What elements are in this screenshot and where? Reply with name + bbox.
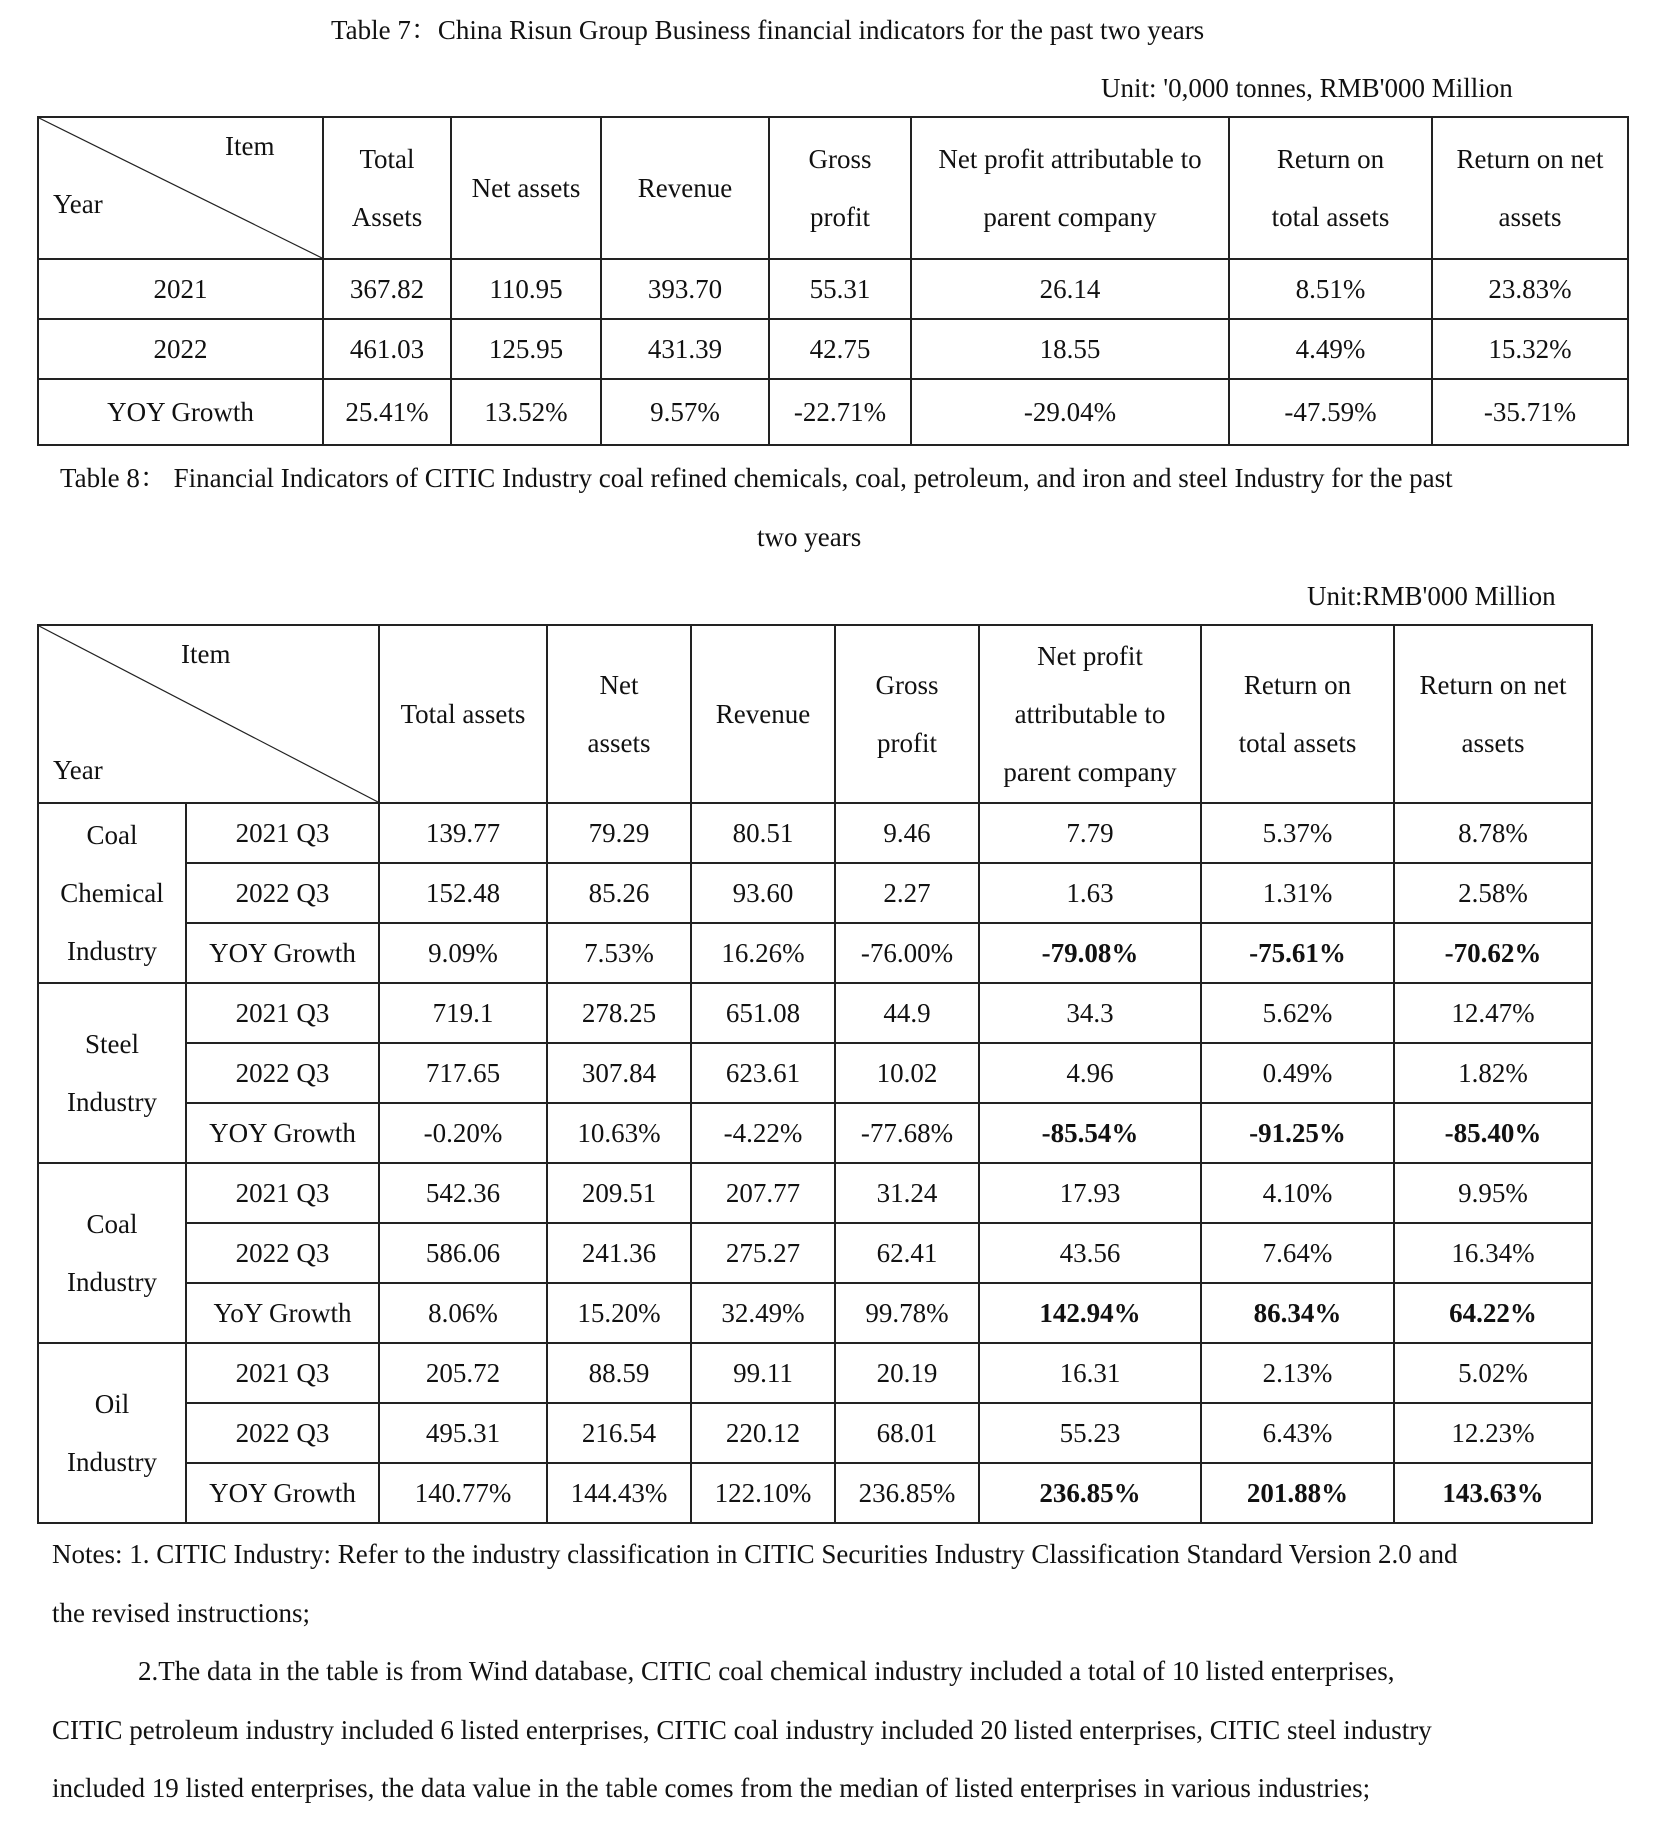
table-cell: 62.41 [835,1223,979,1283]
table-row [38,319,1628,379]
table-cell: 80.51 [691,803,835,863]
table-cell: 144.43% [547,1463,691,1523]
table-cell: 236.85% [835,1463,979,1523]
header-line: Industry [67,936,157,966]
header-line: Revenue [637,173,733,203]
table8-corner-cell [38,625,379,803]
corner-year-label: Year [53,755,103,785]
table8-caption-line2: two years [757,522,862,552]
table8-column-header [979,625,1201,803]
table-cell: -35.71% [1432,379,1628,445]
table-cell: 8.06% [379,1283,547,1343]
table-cell: 719.1 [379,983,547,1043]
table8-column-header [835,625,979,803]
table-cell: 12.23% [1394,1403,1592,1463]
table-cell: 5.37% [1201,803,1394,863]
period-label: YOY Growth [186,923,379,983]
table-cell: 8.78% [1394,803,1592,863]
table-cell: 9.09% [379,923,547,983]
table7-column-header [601,117,769,259]
note-line-4: CITIC petroleum industry included 6 listed enterprises, CITIC coal industry included 20 listed enterprises, CITIC steel industry [52,1715,1432,1745]
table-cell: -91.25% [1201,1103,1394,1163]
header-line: Net [599,670,639,700]
table-cell: 9.95% [1394,1163,1592,1223]
header-line: Gross [875,670,939,700]
table-cell: 9.46 [835,803,979,863]
note-line-1: Notes: 1. CITIC Industry: Refer to the industry classification in CITIC Securities Industry Classification Standard Version 2.0 and [52,1539,1458,1569]
period-label: 2022 Q3 [186,1403,379,1463]
period-label: 2021 Q3 [186,983,379,1043]
period-label: 2022 Q3 [186,863,379,923]
corner-year-label: Year [53,189,103,219]
header-line: assets [1461,728,1525,758]
header-line: Assets [351,202,423,232]
industry-group-label [38,1163,186,1343]
table-cell: -22.71% [769,379,911,445]
table-cell: 23.83% [1432,259,1628,319]
table-cell: 8.51% [1229,259,1432,319]
industry-group-label [38,983,186,1163]
header-line: Industry [67,1087,157,1117]
table-row [38,1103,1592,1163]
table-cell: 152.48 [379,863,547,923]
table-cell: 42.75 [769,319,911,379]
table7-row-label: 2022 [38,319,323,379]
table8 [37,624,1593,1524]
corner-item-label: Item [225,131,275,161]
header-line: Industry [67,1447,157,1477]
table-cell: 4.96 [979,1043,1201,1103]
table7-column-header [451,117,601,259]
header-line: assets [587,728,651,758]
header-line: Return on [1243,670,1352,700]
header-line: parent company [1003,757,1177,787]
table-cell: 367.82 [323,259,451,319]
table-cell: 2.27 [835,863,979,923]
period-label: YoY Growth [186,1283,379,1343]
table-cell: 44.9 [835,983,979,1043]
table7-row-label: 2021 [38,259,323,319]
table-cell: 586.06 [379,1223,547,1283]
header-line: assets [1498,202,1562,232]
header-line: total assets [1238,728,1357,758]
note-line-5: included 19 listed enterprises, the data value in the table comes from the median of listed enterprises in various industries; [52,1773,1371,1803]
table-cell: 15.20% [547,1283,691,1343]
table-cell: 7.79 [979,803,1201,863]
header-line: Return on net [1456,144,1604,174]
table-cell: 142.94% [979,1283,1201,1343]
table7-caption: Table 7：China Risun Group Business financial indicators for the past two years [331,15,1205,45]
table-cell: 34.3 [979,983,1201,1043]
table-cell: 2.13% [1201,1343,1394,1403]
table-cell: 236.85% [979,1463,1201,1523]
table-row [38,863,1592,923]
table-cell: 275.27 [691,1223,835,1283]
header-line: profit [810,202,870,232]
table7-row-label: YOY Growth [38,379,323,445]
table-cell: 651.08 [691,983,835,1043]
table-cell: 64.22% [1394,1283,1592,1343]
table-row [38,259,1628,319]
period-label: YOY Growth [186,1103,379,1163]
table-cell: -29.04% [911,379,1229,445]
table-row [38,1463,1592,1523]
table-cell: 93.60 [691,863,835,923]
table-cell: 99.78% [835,1283,979,1343]
header-line: Gross [808,144,872,174]
table-cell: 140.77% [379,1463,547,1523]
header-line: total assets [1271,202,1390,232]
table-cell: -70.62% [1394,923,1592,983]
table-cell: 495.31 [379,1403,547,1463]
header-line: Coal [86,820,138,850]
table-cell: 5.62% [1201,983,1394,1043]
table-cell: 241.36 [547,1223,691,1283]
period-label: 2022 Q3 [186,1223,379,1283]
table-cell: 99.11 [691,1343,835,1403]
header-line: Steel [85,1029,139,1059]
period-label: 2021 Q3 [186,1163,379,1223]
header-line: Oil [94,1389,130,1419]
table-cell: 9.57% [601,379,769,445]
table7-column-header [323,117,451,259]
table-cell: 0.49% [1201,1043,1394,1103]
table-cell: 2.58% [1394,863,1592,923]
table7-column-header [911,117,1229,259]
table-cell: 125.95 [451,319,601,379]
table-cell: 68.01 [835,1403,979,1463]
table-row [38,1283,1592,1343]
period-label: YOY Growth [186,1463,379,1523]
table8-caption-line1: Table 8： Financial Indicators of CITIC Industry coal refined chemicals, coal, petroleum, and iron and steel Industry for the past [60,463,1453,493]
table-cell: 431.39 [601,319,769,379]
table-cell: -75.61% [1201,923,1394,983]
period-label: 2021 Q3 [186,803,379,863]
table-cell: 79.29 [547,803,691,863]
table7 [37,116,1629,446]
table8-header-row [38,625,1592,803]
header-line: Coal [86,1209,138,1239]
table7-corner-cell [38,117,323,259]
table-cell: -85.54% [979,1103,1201,1163]
table-cell: 25.41% [323,379,451,445]
header-line: Net profit [1037,641,1143,671]
table-cell: 216.54 [547,1403,691,1463]
table-cell: -76.00% [835,923,979,983]
table-row [38,1043,1592,1103]
header-line: Net assets [471,173,581,203]
header-line: Return on net [1419,670,1567,700]
table-cell: 18.55 [911,319,1229,379]
header-line: Net profit attributable to [938,144,1202,174]
table-cell: 86.34% [1201,1283,1394,1343]
table8-column-header [379,625,547,803]
table-cell: -4.22% [691,1103,835,1163]
table-cell: 4.10% [1201,1163,1394,1223]
table-cell: 542.36 [379,1163,547,1223]
table-cell: 15.32% [1432,319,1628,379]
table-cell: -85.40% [1394,1103,1592,1163]
table-row [38,923,1592,983]
table-cell: 16.34% [1394,1223,1592,1283]
table-cell: 461.03 [323,319,451,379]
table-cell: 55.23 [979,1403,1201,1463]
table-cell: 205.72 [379,1343,547,1403]
table-cell: 307.84 [547,1043,691,1103]
table-cell: 16.26% [691,923,835,983]
table-cell: 17.93 [979,1163,1201,1223]
table-cell: 43.56 [979,1223,1201,1283]
table-row [38,803,1592,863]
table-cell: 220.12 [691,1403,835,1463]
header-line: Revenue [715,699,811,729]
table-cell: 278.25 [547,983,691,1043]
table-cell: 110.95 [451,259,601,319]
table-cell: 122.10% [691,1463,835,1523]
table-cell: 6.43% [1201,1403,1394,1463]
table-cell: 32.49% [691,1283,835,1343]
table-cell: 717.65 [379,1043,547,1103]
table-cell: 623.61 [691,1043,835,1103]
table-cell: 10.02 [835,1043,979,1103]
table-cell: 1.63 [979,863,1201,923]
table-cell: -79.08% [979,923,1201,983]
table-row [38,1403,1592,1463]
header-line: profit [877,728,937,758]
table-cell: 10.63% [547,1103,691,1163]
table-cell: -47.59% [1229,379,1432,445]
header-line: Total [359,144,415,174]
table-cell: 85.26 [547,863,691,923]
table-cell: 143.63% [1394,1463,1592,1523]
header-line: Total assets [400,699,526,729]
table-row [38,1343,1592,1403]
industry-group-label [38,803,186,983]
table-cell: 7.53% [547,923,691,983]
table8-column-header [1394,625,1592,803]
note-line-2: the revised instructions; [52,1598,310,1628]
industry-group-label [38,1343,186,1523]
table7-column-header [769,117,911,259]
table7-header-row [38,117,1628,259]
corner-item-label: Item [181,639,231,669]
table-cell: 7.64% [1201,1223,1394,1283]
header-line: attributable to [1014,699,1166,729]
header-line: Industry [67,1267,157,1297]
header-line: Return on [1276,144,1385,174]
period-label: 2021 Q3 [186,1343,379,1403]
table-cell: 139.77 [379,803,547,863]
table-cell: 1.82% [1394,1043,1592,1103]
table-cell: 5.02% [1394,1343,1592,1403]
table7-unit: Unit: '0,000 tonnes, RMB'000 Million [1101,73,1513,103]
table8-unit: Unit:RMB'000 Million [1307,581,1556,611]
table8-column-header [1201,625,1394,803]
table-cell: 13.52% [451,379,601,445]
table-row [38,983,1592,1043]
table-row [38,379,1628,445]
table-cell: 16.31 [979,1343,1201,1403]
table-cell: 12.47% [1394,983,1592,1043]
note-line-3: 2.The data in the table is from Wind database, CITIC coal chemical industry included a total of 10 listed enterprises, [138,1656,1395,1686]
header-line: parent company [983,202,1157,232]
table-cell: 393.70 [601,259,769,319]
table-row [38,1223,1592,1283]
table-cell: 88.59 [547,1343,691,1403]
table-cell: 55.31 [769,259,911,319]
table-cell: -0.20% [379,1103,547,1163]
table-cell: -77.68% [835,1103,979,1163]
period-label: 2022 Q3 [186,1043,379,1103]
table-cell: 26.14 [911,259,1229,319]
table8-column-header [547,625,691,803]
table-row [38,1163,1592,1223]
table-cell: 31.24 [835,1163,979,1223]
table-cell: 201.88% [1201,1463,1394,1523]
table-cell: 207.77 [691,1163,835,1223]
table8-column-header [691,625,835,803]
table-cell: 209.51 [547,1163,691,1223]
table-cell: 4.49% [1229,319,1432,379]
header-line: Chemical [60,878,164,908]
table-cell: 20.19 [835,1343,979,1403]
table7-column-header [1229,117,1432,259]
table-cell: 1.31% [1201,863,1394,923]
table7-column-header [1432,117,1628,259]
